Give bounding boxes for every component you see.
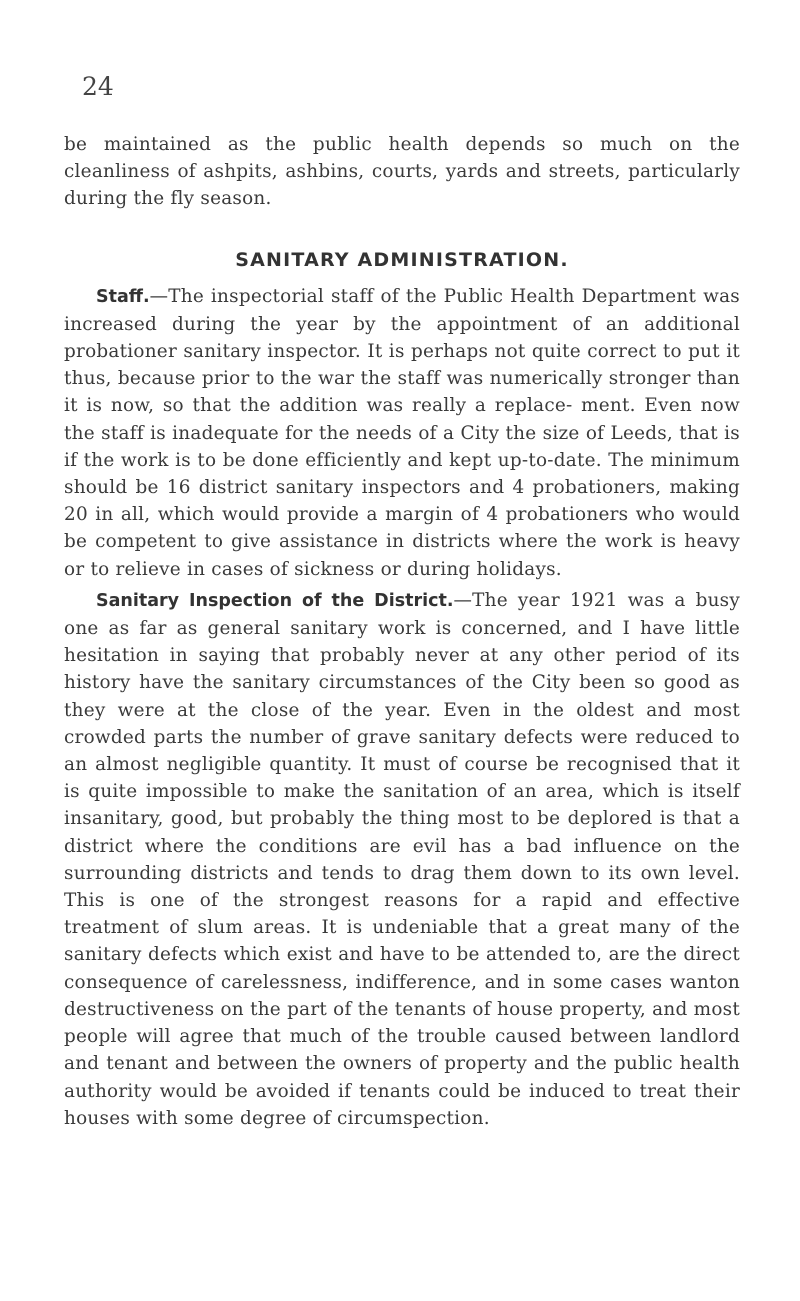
page-body (64, 131, 740, 1132)
inspection-heading: Sanitary Inspection of the District. (96, 590, 454, 611)
inspection-body: —The year 1921 was a busy one as far as general sanitary work is concerned, and I have little hesitation in saying that probably never at any other period of its history have the sanitary circumstances of the City been so good as they were at the close of the year. Even in the oldest and most crowded parts the number of grave sanitary defects were reduced to an almost negligible quantity. It must of course be recognised that it is quite impossible to make the sanitation of an area, which is itself insanitary, good, but probably the thing most to be deplored is that a district where the conditions are evil has a bad influence on the surrounding districts and tends to drag them down to its own level. This is one of the strongest reasons for a rapid and effective treatment of slum areas. It is undeniable that a great many of the sanitary defects which exist and have to be attended to, are the direct consequence of carelessness, indifference, and in some cases wanton destructiveness on the part of the tenants of house property, and most people will agree that much of the trouble caused between landlord and tenant and between the owners of property and the public health authority would be avoided if tenants could be induced to treat their houses with some degree of circumspection. (64, 589, 741, 1129)
staff-paragraph (64, 283, 740, 583)
page-number: 24 (82, 72, 114, 101)
section-heading: SANITARY ADMINISTRATION. (235, 248, 569, 271)
inspection-paragraph (64, 587, 740, 1132)
staff-heading: Staff. (96, 286, 150, 307)
intro-paragraph: be maintained as the public health depends so much on the cleanliness of ashpits, ashbins, courts, yards and streets, particularly during the fly season. (64, 134, 740, 210)
staff-body: —The inspectorial staff of the Public Health Department was increased during the year by the appointment of an additional probationer sanitary inspector. It is perhaps not quite correct to put it thus, because prior to the war the staff was numerically stronger than it is now, so that the addition was really a replace- ment. Even now the staff is inadequate for the needs of a City the size of Leeds, that is if the work is to be done efficiently and kept up-to-date. The minimum should be 16 district sanitary inspectors and 4 probationers, making 20 in all, which would provide a margin of 4 probationers who would be competent to give assistance in districts where the work is heavy or to relieve in cases of sickness or during holidays. (64, 285, 740, 580)
